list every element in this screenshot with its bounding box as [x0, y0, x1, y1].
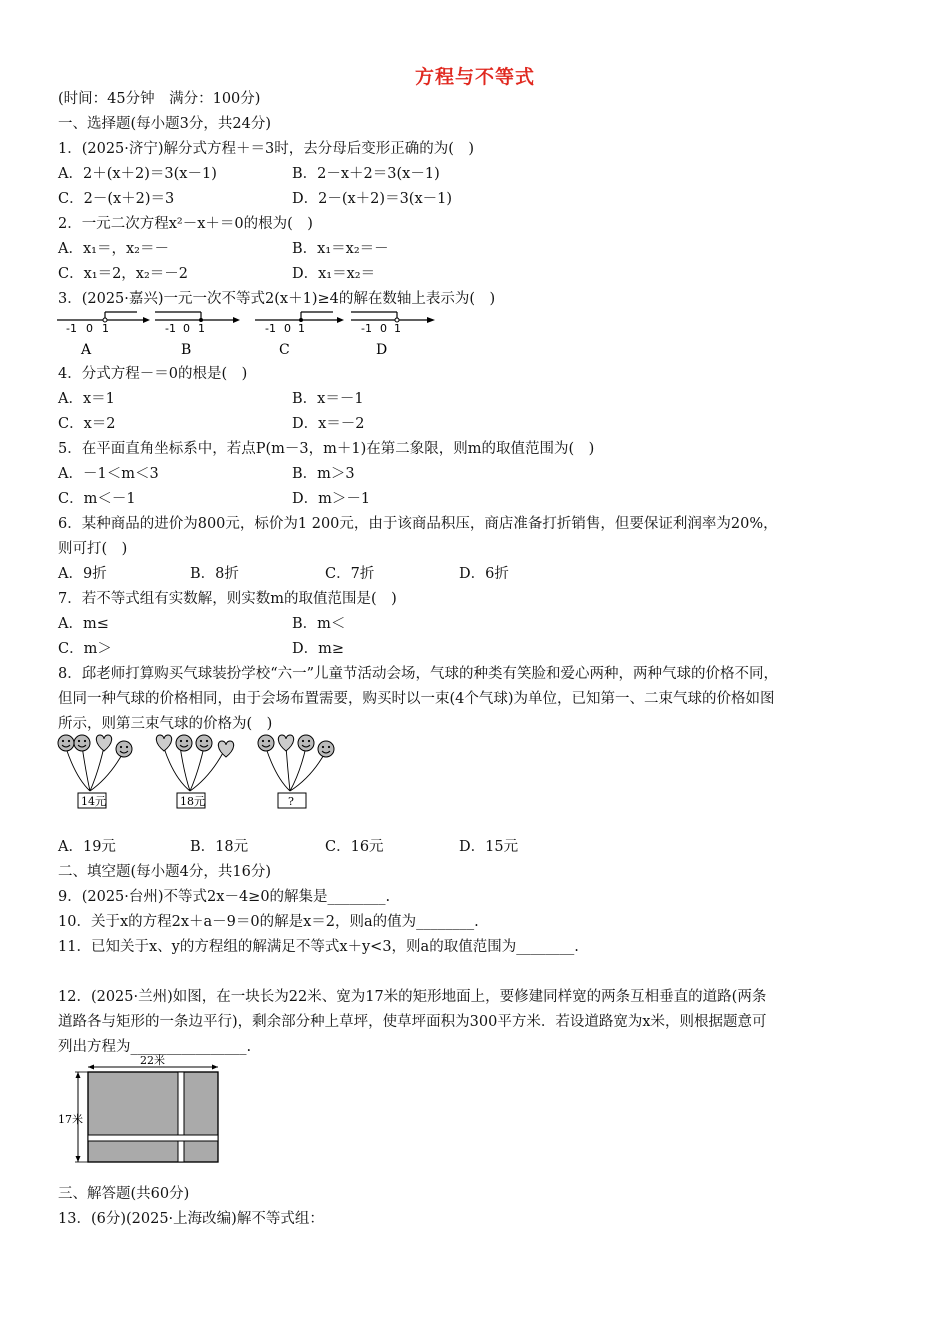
tick-label: 1 [298, 322, 305, 335]
q5-option-b: B．m＞3 [292, 466, 355, 482]
vertical-road [178, 1072, 184, 1162]
smile-balloon-icon [298, 735, 314, 751]
number-line-d [351, 312, 435, 358]
q9-text: 9．(2025·台州)不等式2x－4≥0的解集是________. [58, 889, 391, 905]
q1-option-b: B．2－x＋2＝3(x－1) [292, 166, 440, 182]
number-line-a [57, 312, 150, 358]
q6-option-c: C．7折 [325, 566, 375, 582]
q8-stem-line3: 所示，则第三束气球的价格为( ) [58, 716, 273, 732]
q12-line1: 12．(2025·兰州)如图，在一块长为22米、宽为17米的矩形地面上，要修建同样宽的两条互相垂直的道路(两条 [58, 989, 767, 1005]
q6-option-a: A．9折 [58, 566, 107, 582]
q8-stem-line1: 8．邱老师打算购买气球装扮学校“六一”儿童节活动会场，气球的种类有笑脸和爱心两种，两种气球的价格不同， [58, 666, 779, 682]
tick-label: 0 [86, 322, 93, 335]
q2-stem: 2．一元二次方程x²－x＋＝0的根为( ) [58, 216, 313, 232]
tick-label: 1 [394, 322, 401, 335]
section-answer-heading: 三、解答题(共60分) [58, 1186, 190, 1202]
q4-option-c: C．x＝2 [58, 416, 116, 432]
tick-label: 0 [183, 322, 190, 335]
tick-label: -1 [66, 322, 77, 335]
tick-label: 1 [198, 322, 205, 335]
q12-line2: 道路各与矩形的一条边平行)，剩余部分种上草坪，使草坪面积为300平方米．若设道路宽为x米，则根据题意可 [58, 1014, 767, 1030]
width-label: 22米 [140, 1054, 165, 1067]
balloon-bundle-1 [58, 735, 132, 808]
horizontal-road [88, 1135, 218, 1141]
q7-option-b: B．m＜ [292, 616, 346, 632]
q5-option-d: D．m＞－1 [292, 491, 371, 507]
q11-text: 11．已知关于x、y的方程组的解满足不等式x＋y<3，则a的取值范围为________. [58, 939, 579, 955]
tick-label: 1 [102, 322, 109, 335]
q3-stem: 3．(2025·嘉兴)一元一次不等式2(x＋1)≥4的解在数轴上表示为( ) [58, 291, 496, 307]
q7-option-a: A．m≤ [58, 616, 109, 632]
q7-stem: 7．若不等式组有实数解，则实数m的取值范围是( ) [58, 591, 397, 607]
smile-balloon-icon [196, 735, 212, 751]
q8-option-a: A．19元 [58, 839, 116, 855]
smile-balloon-icon [258, 735, 274, 751]
q6-option-d: D．6折 [459, 566, 509, 582]
q13-text: 13．(6分)(2025·上海改编)解不等式组： [58, 1211, 324, 1227]
option-label-a: A [81, 342, 92, 358]
q6-option-b: B．8折 [190, 566, 239, 582]
option-label-d: D [376, 342, 388, 358]
q2-option-b: B．x₁＝x₂＝－ [292, 241, 389, 257]
balloon-bundles-figure [58, 733, 348, 813]
q2-option-a: A．x₁＝，x₂＝－ [58, 241, 169, 257]
q1-stem: 1．(2025·济宁)解分式方程＋＝3时，去分母后变形正确的为( ) [58, 141, 475, 157]
number-line-c [255, 312, 344, 358]
heart-balloon-icon [96, 735, 111, 751]
tick-label: -1 [361, 322, 372, 335]
q2-option-d: D．x₁＝x₂＝ [292, 266, 376, 282]
q2-option-c: C．x₁＝2，x₂＝－2 [58, 266, 189, 282]
q6-stem-line1: 6．某种商品的进价为800元，标价为1 200元，由于该商品积压，商店准备打折销售，但要保证利润率为20%， [58, 516, 778, 532]
option-label-c: C [279, 342, 290, 358]
tick-label: -1 [265, 322, 276, 335]
q4-option-a: A．x＝1 [58, 391, 115, 407]
heart-balloon-icon [218, 741, 233, 757]
smile-balloon-icon [116, 741, 132, 757]
q7-option-d: D．m≥ [292, 641, 345, 657]
tick-label: 0 [284, 322, 291, 335]
q4-option-b: B．x＝－1 [292, 391, 364, 407]
section-choice-heading: 一、选择题(每小题3分，共24分) [58, 116, 271, 132]
lawn-area [88, 1072, 218, 1162]
bundle-2-price: 18元 [180, 795, 205, 808]
exam-meta: (时间：45分钟 满分：100分) [58, 91, 261, 107]
q8-option-d: D．15元 [459, 839, 519, 855]
page-title: 方程与不等式 [414, 66, 535, 88]
smile-balloon-icon [176, 735, 192, 751]
q12-line3: 列出方程为________________. [58, 1039, 252, 1055]
bundle-1-price: 14元 [81, 795, 106, 808]
rectangle-road-figure [58, 1055, 228, 1167]
smile-balloon-icon [74, 735, 90, 751]
section-fill-heading: 二、填空题(每小题4分，共16分) [58, 864, 271, 880]
bundle-3-price: ? [288, 795, 294, 808]
q1-option-c: C．2－(x＋2)＝3 [58, 191, 175, 207]
heart-balloon-icon [278, 735, 293, 751]
q4-option-d: D．x＝－2 [292, 416, 365, 432]
q8-option-b: B．18元 [190, 839, 249, 855]
heart-balloon-icon [156, 735, 171, 751]
q8-stem-line2: 但同一种气球的价格相同，由于会场布置需要，购买时以一束(4个气球)为单位，已知第一、二束气球的价格如图 [58, 691, 775, 707]
q10-text: 10．关于x的方程2x＋a－9＝0的解是x＝2，则a的值为________. [58, 914, 479, 930]
q7-option-c: C．m＞ [58, 641, 112, 657]
q1-option-d: D．2－(x＋2)＝3(x－1) [292, 191, 453, 207]
q1-option-a: A．2＋(x＋2)＝3(x－1) [58, 166, 217, 182]
q6-stem-line2: 则可打( ) [58, 541, 128, 557]
option-label-b: B [181, 342, 192, 358]
balloon-bundle-3 [258, 735, 334, 808]
tick-label: 0 [380, 322, 387, 335]
q5-option-a: A．－1＜m＜3 [58, 466, 159, 482]
smile-balloon-icon [318, 741, 334, 757]
number-line-b [155, 312, 240, 358]
q5-option-c: C．m＜－1 [58, 491, 136, 507]
q5-stem: 5．在平面直角坐标系中，若点P(m－3，m＋1)在第二象限，则m的取值范围为( ) [58, 441, 595, 457]
q4-stem: 4．分式方程－＝0的根是( ) [58, 366, 248, 382]
q8-option-c: C．16元 [325, 839, 384, 855]
q3-number-lines [55, 308, 445, 360]
balloon-bundle-2 [156, 735, 233, 808]
height-label: 17米 [58, 1113, 83, 1126]
smile-balloon-icon [58, 735, 74, 751]
tick-label: -1 [165, 322, 176, 335]
